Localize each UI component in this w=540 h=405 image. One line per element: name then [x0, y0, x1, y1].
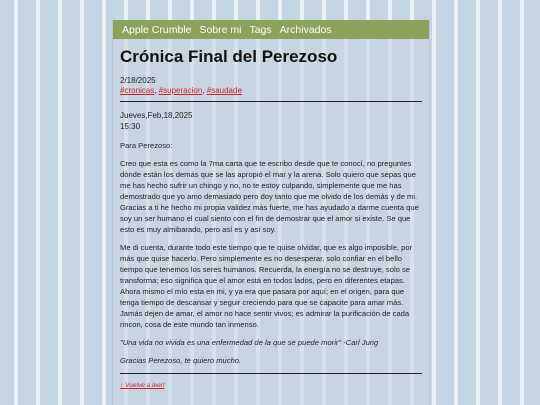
back-to-top — [120, 382, 422, 389]
tag-separator: , — [154, 86, 159, 95]
back-to-top-link[interactable]: ↑ Vuelve a leer! — [120, 382, 165, 389]
page-container — [112, 20, 430, 405]
post-title: Crónica Final del Perezoso — [120, 47, 338, 66]
tag-link-superacion[interactable]: #superacion — [158, 86, 203, 95]
letter-greeting: Para Perezoso: — [120, 141, 173, 150]
post-article — [113, 39, 429, 389]
tag-separator: , — [202, 86, 207, 95]
nav-link-tags[interactable]: Tags — [249, 23, 272, 36]
letter-quote: "Una vida no vivida es una enfermedad de la que se puede morir" -Carl Jung — [120, 338, 379, 347]
divider-top — [120, 101, 422, 102]
tag-link-saudade[interactable]: #saudade — [206, 86, 242, 95]
nav-link-archivados[interactable]: Archivados — [279, 23, 332, 36]
letter-day: Jueves,Feb,18,2025 — [120, 111, 193, 120]
letter-paragraph-1: Creo que esta es como la 7ma carta que te escribo desde que te conocí, no preguntes dónde están los demás que se las apropió el mar y la arena. Solo quiero que sepas que me has hecho sufrir un chingo y no, no te estoy culpando, simplemente que me has demostrado que yo amo demasiado pero doy tanto que me olvido de los demás y de mi. Gracias a ti he hecho mi propia validez más fuerte, me has ayudado a darme cuenta que soy un ser humano el cual siento con el fin de demostrar que el amor si existe. Se que esto es muy almibarado, pero así es y así soy. — [120, 159, 419, 234]
letter-closing: Gracias Perezoso, te quiero mucho. — [120, 356, 242, 365]
nav-link-sobre-mi[interactable]: Sobre mi — [199, 23, 242, 36]
nav-link-apple-crumble[interactable]: Apple Crumble — [122, 23, 192, 36]
divider-bottom — [120, 373, 422, 374]
letter-time: 15:30 — [120, 122, 141, 131]
letter-paragraph-2: Me di cuenta, durante todo este tiempo que te quise olvidar, que es algo imposible, por más que quise hacerlo. Pero simplemente es no desesperar, solo confiar en el bello tiempo que tenemos los seres humanos. Recuerda, la energía no se destruye, solo se transforma; eso significa que el amor está en todos lados, pero en diferentes etapas. Ahora mismo el mío esta en mi, y ya era que pasara por aquí; en el origen, para que tenga tiempo de descansar y seguir creciendo para que se capacite para amar más. Jamás dejen de amar, el amor no hace sentir vivos; es admirar la purificación de cada rincon, cosa de este mundo tan inmenso. — [120, 243, 413, 329]
post-date: 2/18/2025 — [120, 76, 156, 85]
post-tags — [120, 86, 422, 95]
tag-link-cronicas[interactable]: #cronicas — [120, 86, 155, 95]
top-nav — [113, 20, 429, 39]
